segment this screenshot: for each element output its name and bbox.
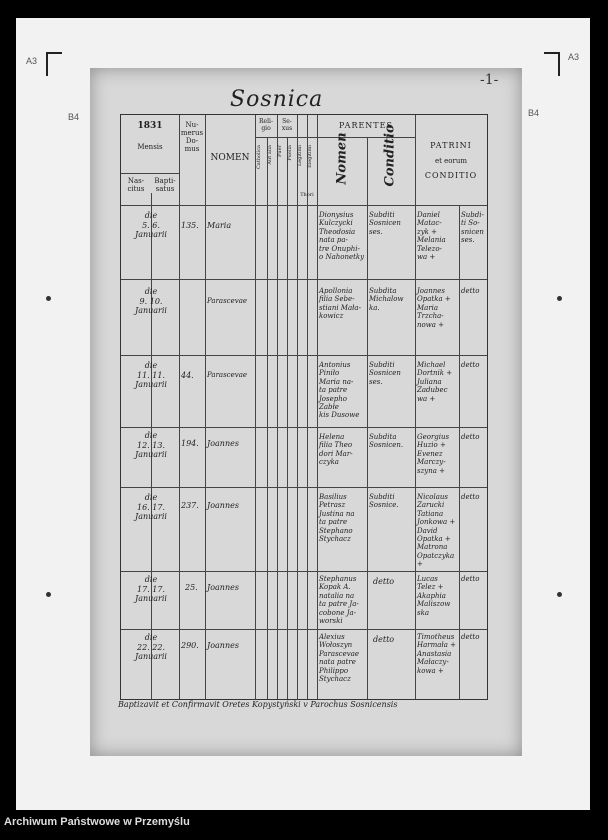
entry-date: die 9. 10. Januarii [135, 287, 167, 316]
entry-godparent-condition: detto [461, 287, 480, 295]
register-table [120, 114, 488, 700]
entry-parents: Stephanus Kopak A. natalia na ta patre Ja- cobone Ja- worski [319, 575, 359, 625]
entry-house: 194. [181, 439, 199, 448]
reg-mark-a3-left: A3 [26, 56, 38, 66]
parents-conditio-header: Conditio [382, 124, 398, 187]
entry-condition: detto [373, 635, 395, 644]
punch-hole [46, 592, 51, 597]
entry-godparents: Timotheus Harmała + Anastasia Małaczy- kowa + [417, 633, 456, 675]
punch-hole [557, 592, 562, 597]
entry-godparent-condition: detto [461, 633, 480, 641]
entry-parents: Helena filia Theo dori Mar- czyka [319, 433, 353, 467]
entry-name: Joannes [207, 501, 239, 510]
entry-condition: detto [373, 577, 395, 586]
aut-alia-header: Aut alia [267, 145, 273, 165]
entry-parents: Antonius Piniło Maria na- ta patre Josepho Zabłe kis Dusowe [319, 361, 360, 420]
entry-godparents: Nicolaus Zarucki Tatiana Jonkowa + David Opatka + Matrona Opatczyka + [417, 493, 456, 569]
archive-label: Archiwum Państwowe w Przemyślu [4, 816, 190, 828]
catholica-header: Catholica [256, 145, 262, 170]
entry-date: die 5. 6. Januarii [135, 211, 167, 240]
entry-condition: Subdita Michalow ka. [369, 287, 404, 312]
entry-parents: Basilius Petrasz Justina na ta patre Stephano Stychacz [319, 493, 355, 543]
punch-hole [557, 296, 562, 301]
footer-note: Baptizavit et Confirmavit Oretes Kopystyński v Parochus Sosnicensis [118, 700, 398, 709]
entry-condition: Subditi Sosnicen ses. [369, 361, 401, 386]
entry-date: die 17. 17. Januarii [135, 575, 167, 604]
patrini-header: PATRINI [430, 141, 472, 150]
legitimi-header: Legitimi [297, 145, 303, 167]
puella-header: Puella [287, 145, 293, 161]
nascitus-header: Nas- citus [127, 177, 145, 194]
entry-name: Joannes [207, 583, 239, 592]
entry-name: Maria [207, 221, 232, 230]
entry-godparent-condition: detto [461, 493, 480, 501]
entry-house: 237. [181, 501, 199, 510]
entry-name: Parascevae [207, 297, 248, 305]
entry-house: 135. [181, 221, 199, 230]
entry-house: 290. [181, 641, 199, 650]
puer-header: Puer [277, 145, 283, 157]
entry-godparents: Daniel Matac- zyk + Melania Telezo- wa + [417, 211, 446, 261]
crop-mark-right [544, 52, 560, 76]
punch-hole [46, 296, 51, 301]
entry-parents: Dionysius Kulczycki Theodosia nata pa- tre Onuphi- o Nahonetky [319, 211, 365, 261]
entry-godparent-condition: detto [461, 361, 480, 369]
entry-godparents: Joannes Opatka + Maria Trzcha- nowa + [417, 287, 451, 329]
entry-godparent-condition: detto [461, 575, 480, 583]
entry-date: die 12. 13. Januarii [135, 431, 167, 460]
entry-name: Joannes [207, 641, 239, 650]
entry-godparents: Michael Dortnik + Juliana Zadubec wa + [417, 361, 453, 403]
entry-house: 44. [181, 371, 194, 380]
et-eorum-header: et eorum [434, 157, 468, 165]
religio-header: Reli- gio [259, 118, 273, 132]
entry-parents: Apollonia filia Sebe- stiani Mała- kowicz [319, 287, 361, 321]
entry-godparent-condition: detto [461, 433, 480, 441]
entry-parents: Alexius Wołoszyn Parascevae nata patre Philippo Stychacz [319, 633, 360, 683]
entry-condition: Subdita Sosnicen. [369, 433, 404, 450]
entry-date: die 11. 11. Januarii [135, 361, 167, 390]
numerus-domus-header: Nu- merus Do- mus [180, 121, 204, 154]
thori-header: Thori [300, 192, 314, 198]
entry-condition: Subditi Sosnicen ses. [369, 211, 401, 236]
entry-house: 25. [185, 583, 198, 592]
parents-nomen-header: Nomen [334, 132, 350, 185]
entry-name: Joannes [207, 439, 239, 448]
illegitimi-header: Illegitimi [307, 145, 313, 168]
mensis-header: Mensis [137, 143, 163, 151]
entry-name: Parascevae [207, 371, 248, 379]
reg-mark-b4-left: B4 [68, 112, 80, 122]
parentes-header: PARENTES [339, 121, 393, 130]
entry-godparents: Lucas Telez + Akaphia Maliszow ska [417, 575, 451, 617]
crop-mark-left [46, 52, 62, 76]
nomen-header: NOMEN [210, 153, 250, 163]
reg-mark-a3-right: A3 [568, 52, 580, 62]
patrini-conditio-header: CONDITIO [424, 171, 478, 180]
entry-condition: Subditi Sosnice. [369, 493, 399, 510]
sexus-header: Se- xus [281, 118, 293, 132]
entry-date: die 16. 17. Januarii [135, 493, 167, 522]
page-number: -1- [480, 72, 499, 88]
entry-godparents: Georgius Huzio + Evenez Marczy- szyna + [417, 433, 450, 475]
entry-date: die 22. 22. Januarii [135, 633, 167, 662]
baptisatus-header: Bapti- satus [154, 177, 176, 194]
page-title: Sosnica [230, 87, 324, 112]
reg-mark-b4-right: B4 [528, 108, 540, 118]
year-header: 1831 [137, 121, 163, 131]
entry-godparent-condition: Subdi- ti So- snicen ses. [461, 211, 484, 245]
